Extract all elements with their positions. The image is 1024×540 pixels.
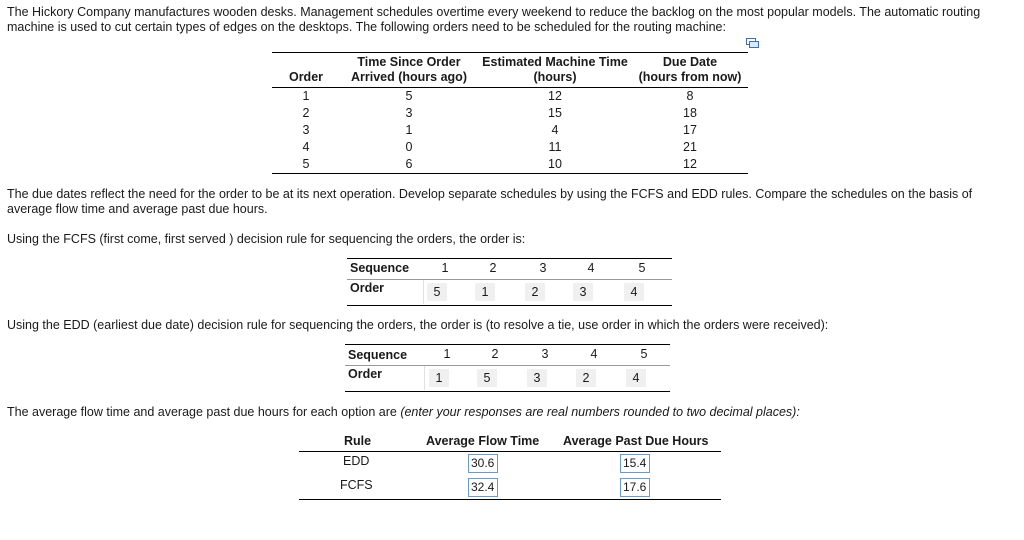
fcfs-order-cell: 4 [624,283,644,301]
table-rule [347,279,672,280]
sequence-number: 4 [587,261,595,275]
fcfs-average-flow-time-input[interactable]: 32.4 [468,478,498,497]
fcfs-order-cell: 3 [573,283,593,301]
table-rule [272,52,748,53]
sequence-number: 3 [539,261,547,275]
header-time-since-line2: Arrived (hours ago) [351,70,467,84]
machine-cell: 4 [551,123,559,137]
header-rule: Rule [344,434,372,448]
header-machine-line2: (hours) [533,70,577,84]
machine-cell: 12 [548,89,562,103]
sequence-number: 4 [590,347,598,361]
arrived-cell: 0 [405,140,413,154]
copy-icon[interactable] [746,38,759,49]
fcfs-average-past-due-input[interactable]: 17.6 [620,478,650,497]
fcfs-order-cell: 5 [427,283,447,301]
due-cell: 17 [683,123,697,137]
sequence-label: Sequence [350,261,410,275]
order-cell: 5 [302,157,310,171]
rule-cell: FCFS [340,478,373,492]
sequence-number: 2 [491,347,499,361]
edd-order-cell: 2 [576,369,596,387]
cell-divider [424,366,425,390]
table-rule [347,258,672,259]
order-cell: 1 [302,89,310,103]
rule-cell: EDD [343,454,370,468]
table-rule [299,451,721,452]
header-due-line2: (hours from now) [638,70,742,84]
due-cell: 18 [683,106,697,120]
header-due-line1: Due Date [662,55,718,69]
header-order: Order [288,70,324,84]
sequence-number: 1 [443,347,451,361]
order-label: Order [348,367,383,381]
edd-order-cell: 5 [477,369,497,387]
header-time-since-line1: Time Since Order [357,55,461,69]
table-rule [345,365,670,366]
header-machine-line1: Estimated Machine Time [482,55,628,69]
edd-order-cell: 1 [429,369,449,387]
cell-divider [423,280,424,304]
table-rule [272,87,748,88]
edd-sequence-table [345,344,670,392]
fcfs-order-cell: 1 [475,283,495,301]
edd-average-past-due-input[interactable]: 15.4 [620,454,650,473]
table-rule [299,499,721,500]
arrived-cell: 3 [405,106,413,120]
problem-intro: The Hickory Company manufactures wooden desks. Management schedules overtime every weekend to reduce the backlog on the most popular models. The automatic routing machine is used to cut certain types of edges on the desktops. The following orders need to be scheduled for the routing machine: [7,5,981,34]
machine-cell: 10 [548,157,562,171]
table-rule [345,344,670,345]
table-rule [272,173,748,174]
table-rule [347,305,672,306]
sequence-number: 1 [441,261,449,275]
due-cell: 21 [683,140,697,154]
header-average-past-due: Average Past Due Hours [563,434,709,448]
machine-cell: 11 [548,140,562,154]
fcfs-sequence-table [347,258,672,306]
arrived-cell: 5 [405,89,413,103]
sequence-number: 5 [638,261,646,275]
averages-prompt-hint: (enter your responses are real numbers rounded to two decimal places): [400,405,800,419]
order-cell: 2 [302,106,310,120]
sequence-number: 5 [640,347,648,361]
order-cell: 4 [302,140,310,154]
averages-prompt [7,405,800,420]
edd-prompt: Using the EDD (earliest due date) decision rule for sequencing the orders, the order is (to resolve a tie, use order in which the orders were received): [7,318,829,332]
due-date-explanation: The due dates reflect the need for the order to be at its next operation. Develop separate schedules by using the FCFS and EDD rules. Compare the schedules on the basis of average flow time and average past due hours. [7,187,973,216]
order-label: Order [350,281,385,295]
averages-prompt-main: The average flow time and average past due hours for each option are [7,405,401,419]
order-cell: 3 [302,123,310,137]
edd-order-cell: 4 [626,369,646,387]
machine-cell: 15 [548,106,562,120]
fcfs-order-cell: 2 [525,283,545,301]
due-cell: 8 [686,89,694,103]
header-average-flow-time: Average Flow Time [426,434,540,448]
arrived-cell: 1 [405,123,413,137]
table-rule [345,391,670,392]
edd-order-cell: 3 [527,369,547,387]
arrived-cell: 6 [405,157,413,171]
sequence-number: 3 [541,347,549,361]
due-cell: 12 [683,157,697,171]
sequence-number: 2 [489,261,497,275]
sequence-label: Sequence [348,348,408,362]
edd-average-flow-time-input[interactable]: 30.6 [468,454,498,473]
fcfs-prompt: Using the FCFS (first come, first served ) decision rule for sequencing the orders, the order is: [7,232,526,246]
